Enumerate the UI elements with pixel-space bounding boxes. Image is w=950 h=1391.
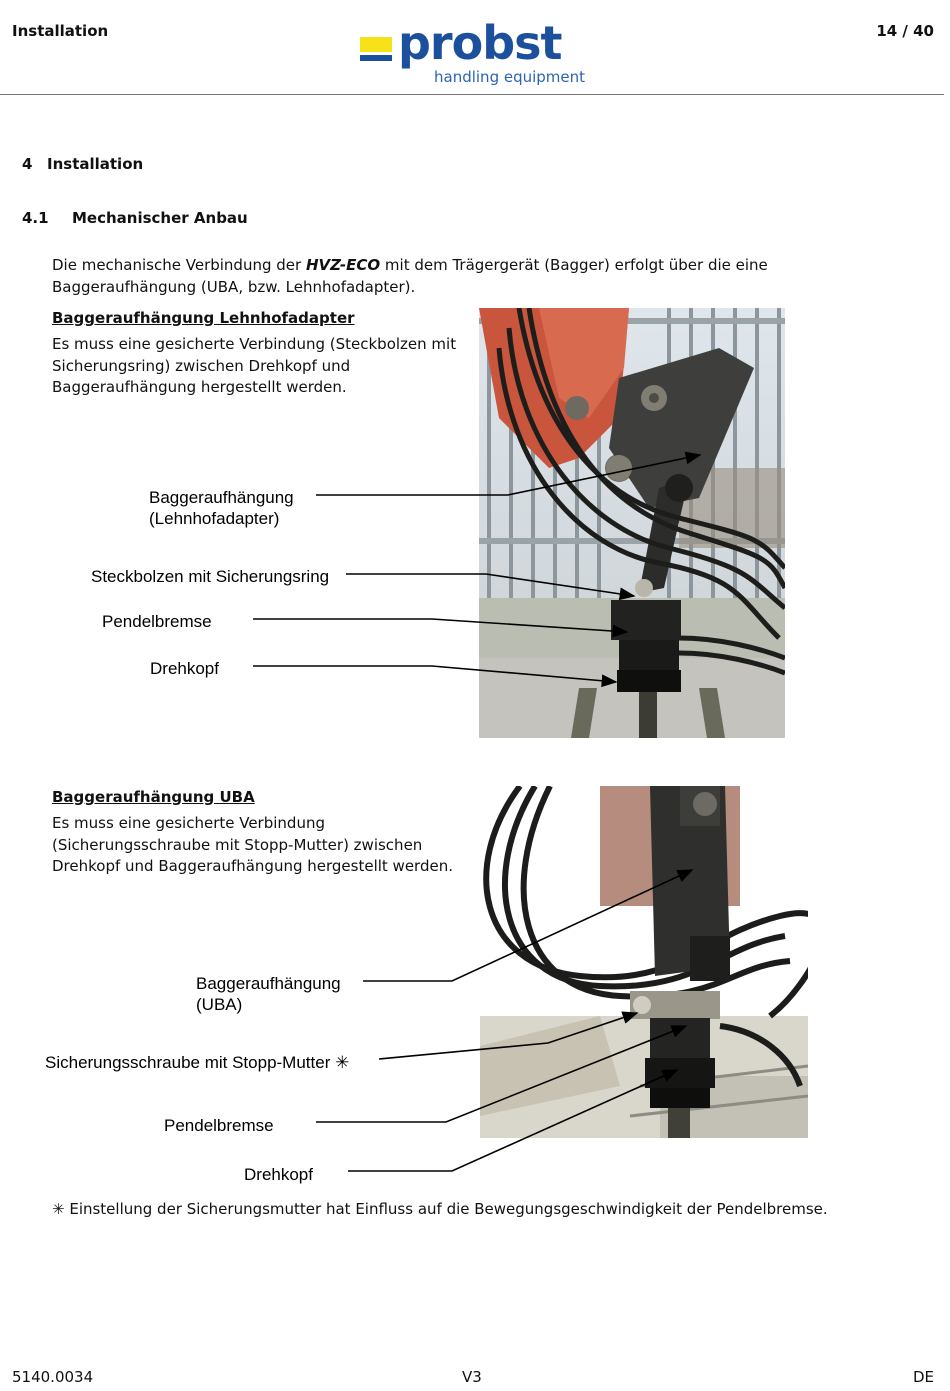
callout2-line2: (UBA) <box>196 995 243 1014</box>
product-name: HVZ-ECO <box>305 256 381 274</box>
footnote: ✳ Einstellung der Sicherungsmutter hat Einfluss auf die Bewegungsgeschwindigkeit der Pendelbremse. <box>52 1200 828 1218</box>
callout1-line1: Baggeraufhängung <box>149 488 294 507</box>
heading1-number: 4 <box>22 155 33 173</box>
logo-mark-icon <box>360 37 392 63</box>
section1-heading: Baggeraufhängung Lehnhofadapter <box>52 309 355 327</box>
section2-text: Es muss eine gesicherte Verbindung (Sicherungsschraube mit Stopp-Mutter) zwischen Drehkopf und Baggeraufhängung hergestellt werden. <box>52 814 453 875</box>
callout2-pendelbremse: Pendelbremse <box>164 1116 274 1135</box>
intro-paragraph <box>52 255 912 298</box>
callout2-baggeraufhaengung <box>196 973 341 1015</box>
callout1-line2: (Lehnhofadapter) <box>149 509 280 528</box>
header-section-title: Installation <box>12 22 109 40</box>
section1-text: Es muss eine gesicherte Verbindung (Steckbolzen mit Sicherungsring) zwischen Drehkopf und Baggeraufhängung hergestellt werden. <box>52 335 457 396</box>
callout1-baggeraufhaengung <box>149 487 294 529</box>
callout2-line1: Baggeraufhängung <box>196 974 341 993</box>
callout1-drehkopf: Drehkopf <box>150 659 219 678</box>
heading1-title: Installation <box>47 155 144 173</box>
intro-text-after: mit dem Trägergerät (Bagger) erfolgt über die eine Baggeraufhängung (UBA, bzw. Lehnhofadapter). <box>52 256 768 296</box>
heading2-number: 4.1 <box>22 209 49 227</box>
page-number: 14 / 40 <box>876 22 934 40</box>
callout2-sicherungsschraube: Sicherungsschraube mit Stopp-Mutter ✳ <box>45 1053 350 1072</box>
intro-text-before: Die mechanische Verbindung der <box>52 256 306 274</box>
footer-language: DE <box>912 1368 934 1386</box>
probst-logo <box>360 16 590 90</box>
lehnhofadapter-photo <box>479 308 785 738</box>
footer-version: V3 <box>462 1368 482 1386</box>
section2-heading: Baggeraufhängung UBA <box>52 788 255 806</box>
callout2-drehkopf: Drehkopf <box>244 1165 313 1184</box>
callout1-steckbolzen: Steckbolzen mit Sicherungsring <box>91 567 330 586</box>
footer-doc-number: 5140.0034 <box>12 1368 94 1386</box>
callout1-pendelbremse: Pendelbremse <box>102 612 212 631</box>
uba-photo <box>480 786 808 1138</box>
heading2-title: Mechanischer Anbau <box>72 209 248 227</box>
logo-wordmark: probst <box>398 16 562 70</box>
header-divider <box>0 94 944 95</box>
logo-tagline: handling equipment <box>434 68 586 86</box>
